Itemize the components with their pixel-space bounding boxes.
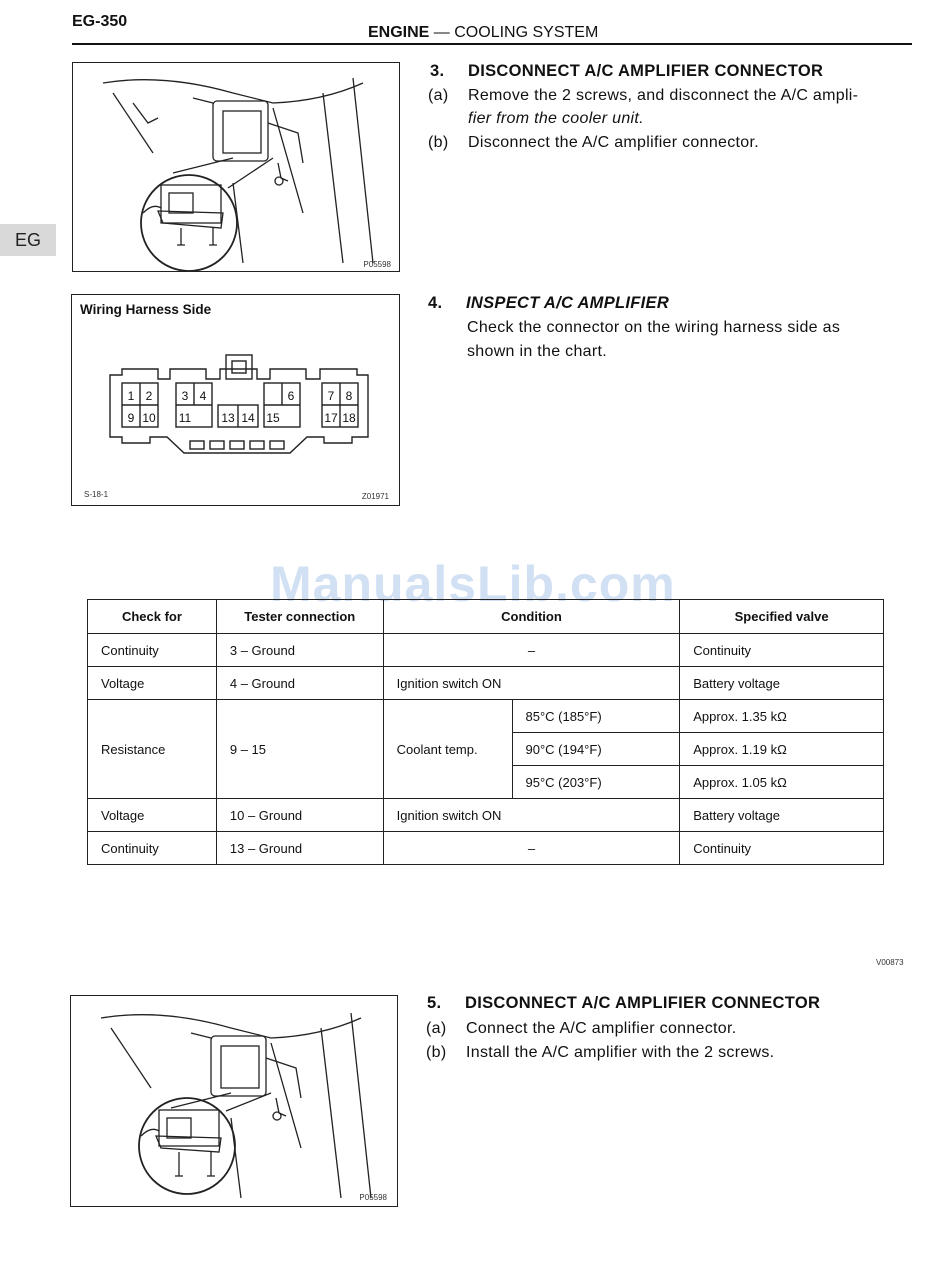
section-4-number: 4.: [428, 294, 443, 312]
cell-condition: –: [383, 634, 680, 667]
pin-1: 1: [127, 389, 135, 403]
step-3b-text: Disconnect the A/C amplifier connector.: [468, 134, 759, 151]
section-4-line-2: shown in the chart.: [467, 343, 607, 360]
cell-spec: Continuity: [680, 634, 884, 667]
step-5b: [426, 1041, 916, 1065]
pin-9: 9: [127, 411, 135, 425]
page-number: EG-350: [72, 13, 128, 30]
header-condition: Condition: [383, 600, 680, 634]
cell-temp: 95°C (203°F): [512, 766, 680, 799]
table-row: [88, 634, 884, 667]
section-4-line-1: Check the connector on the wiring harness side as: [467, 319, 841, 336]
pin-3: 3: [181, 389, 189, 403]
header-title: [368, 24, 598, 42]
step-5b-label: (b): [426, 1044, 447, 1061]
section-4-text: [467, 316, 912, 364]
connector-diagram: [72, 295, 399, 505]
cell-spec: Battery voltage: [680, 799, 884, 832]
cell-tester: 4 – Ground: [216, 667, 383, 700]
header-section: ENGINE: [368, 24, 430, 41]
cell-spec: Approx. 1.19 kΩ: [680, 733, 884, 766]
cell-check: Continuity: [88, 832, 217, 865]
header-tester-connection: Tester connection: [216, 600, 383, 634]
cell-spec: Continuity: [680, 832, 884, 865]
cell-check: Resistance: [88, 700, 217, 799]
side-tab: EG: [0, 224, 56, 256]
step-5a: [426, 1017, 916, 1041]
table-code: V00873: [876, 958, 904, 967]
figure-amplifier-removal: [72, 62, 400, 272]
header-separator: —: [433, 24, 450, 41]
step-3b-label: (b): [428, 134, 449, 151]
step-3a-text: [468, 84, 913, 130]
cell-tester: 9 – 15: [216, 700, 383, 799]
table-header-row: [88, 600, 884, 634]
connector-figure-title: Wiring Harness Side: [80, 302, 212, 317]
cell-spec: Approx. 1.05 kΩ: [680, 766, 884, 799]
step-3b: [428, 131, 918, 155]
cell-spec: Battery voltage: [680, 667, 884, 700]
section-3-heading: DISCONNECT A/C AMPLIFIER CONNECTOR: [468, 62, 824, 80]
section-3-number: 3.: [430, 62, 445, 80]
section-5-heading: DISCONNECT A/C AMPLIFIER CONNECTOR: [465, 994, 821, 1012]
cell-condition: Ignition switch ON: [383, 799, 680, 832]
figure-code: P05598: [363, 260, 391, 269]
pin-6: 6: [287, 389, 295, 403]
header-subsection: COOLING SYSTEM: [454, 24, 599, 41]
cell-check: Continuity: [88, 634, 217, 667]
cell-tester: 10 – Ground: [216, 799, 383, 832]
step-3a-line-1: Remove the 2 screws, and disconnect the A/C ampli-: [468, 87, 859, 104]
cell-tester: 3 – Ground: [216, 634, 383, 667]
cell-check: Voltage: [88, 667, 217, 700]
header-rule: [72, 43, 912, 45]
cell-temp: 90°C (194°F): [512, 733, 680, 766]
step-5a-text: Connect the A/C amplifier connector.: [466, 1020, 737, 1037]
pin-8: 8: [345, 389, 353, 403]
figure-code: P05598: [359, 1193, 387, 1202]
figure-code: Z01971: [361, 492, 389, 501]
watermark: ManualsLib.com: [270, 556, 676, 612]
step-5a-label: (a): [426, 1020, 447, 1037]
spec-table: [87, 599, 884, 865]
pin-14: 14: [241, 411, 255, 425]
cell-spec: Approx. 1.35 kΩ: [680, 700, 884, 733]
section-5-number: 5.: [427, 994, 442, 1012]
table-row: [88, 700, 884, 733]
section-5-title: [427, 994, 820, 1013]
step-3a: [428, 84, 918, 132]
pin-7: 7: [327, 389, 335, 403]
header-check-for: Check for: [88, 600, 217, 634]
pin-4: 4: [199, 389, 207, 403]
section-4-heading: INSPECT A/C AMPLIFIER: [466, 294, 670, 312]
step-3a-line-2: fier from the cooler unit.: [468, 110, 644, 127]
section-3-title: [430, 62, 823, 81]
amplifier-removal-illustration: [73, 63, 399, 271]
cell-condition: Coolant temp.: [383, 700, 512, 799]
pin-11: 11: [178, 411, 192, 425]
pin-2: 2: [145, 389, 153, 403]
cell-condition: Ignition switch ON: [383, 667, 680, 700]
section-4-title: [428, 294, 669, 313]
pin-17: 17: [324, 411, 338, 425]
figure-connector-pinout: [71, 294, 400, 506]
cell-condition: –: [383, 832, 680, 865]
pin-13: 13: [221, 411, 235, 425]
cell-check: Voltage: [88, 799, 217, 832]
cell-temp: 85°C (185°F): [512, 700, 680, 733]
table-row: [88, 832, 884, 865]
figure-amplifier-install: [70, 995, 398, 1207]
pin-18: 18: [342, 411, 356, 425]
step-5b-text: Install the A/C amplifier with the 2 screws.: [466, 1044, 775, 1061]
figure-left-code: S-18-1: [84, 490, 109, 499]
table-row: [88, 799, 884, 832]
amplifier-install-illustration: [71, 996, 397, 1206]
step-3a-label: (a): [428, 87, 449, 104]
table-row: [88, 667, 884, 700]
pin-10: 10: [142, 411, 156, 425]
pin-15: 15: [266, 411, 280, 425]
cell-tester: 13 – Ground: [216, 832, 383, 865]
header-specified-value: Specified valve: [680, 600, 884, 634]
